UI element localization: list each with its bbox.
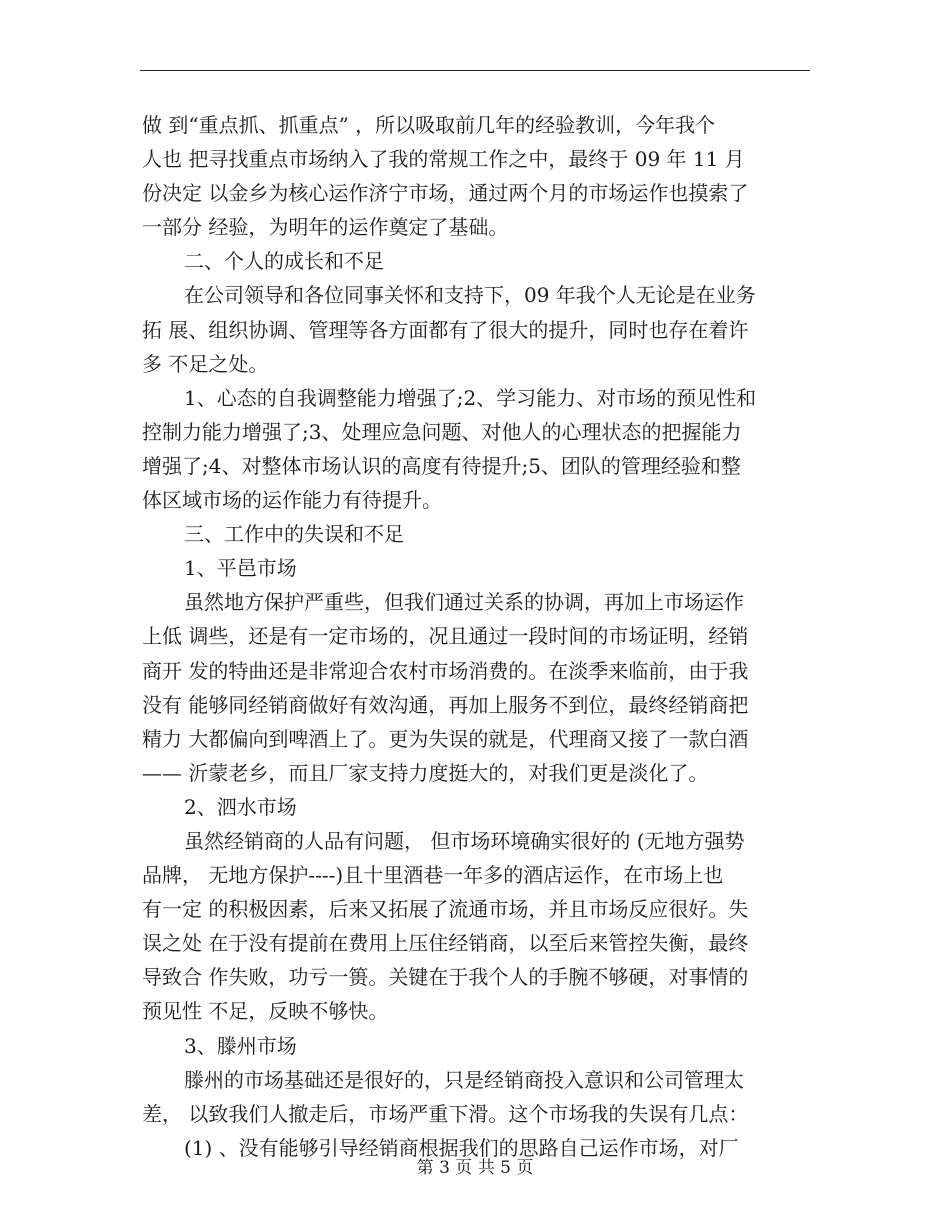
text-line: 没有 能够同经销商做好有效沟通，再加上服务不到位，最终经销商把 <box>142 692 749 717</box>
text-line: 虽然地方保护严重些，但我们通过关系的协调，再加上市场运作 <box>184 590 744 615</box>
text-line: 1、心态的自我调整能力增强了;2、学习能力、对市场的预见性和 <box>184 385 757 410</box>
header-rule <box>140 70 810 71</box>
text-line: 滕州的市场基础还是很好的，只是经销商投入意识和公司管理太 <box>184 1067 744 1092</box>
text-line: 份决定 以金乡为核心运作济宁市场，通过两个月的市场运作也摸索了 <box>142 181 749 206</box>
text-line: 人也 把寻找重点市场纳入了我的常规工作之中，最终于 09 年 11 月 <box>142 147 745 172</box>
text-line: —— 沂蒙老乡，而且厂家支持力度挺大的，对我们更是淡化了。 <box>142 760 709 785</box>
text-line: (1) 、没有能够引导经销商根据我们的思路自己运作市场，对厂 <box>184 1135 739 1160</box>
page-number: 第 3 页 共 5 页 <box>416 1158 534 1178</box>
document-body <box>142 108 810 1165</box>
text-line: 1、平邑市场 <box>184 556 297 581</box>
text-line: 预见性 不足，反映不够快。 <box>142 999 389 1024</box>
text-line: 虽然经销商的人品有问题， 但市场环境确实很好的 (无地方强势 <box>184 828 745 853</box>
text-line: 导致合 作失败，功亏一篑。关键在于我个人的手腕不够硬，对事情的 <box>142 965 749 990</box>
text-line: 拓 展、组织协调、管理等各方面都有了很大的提升，同时也存在着许 <box>142 317 749 342</box>
text-line: 2、泗水市场 <box>184 794 297 819</box>
text-line: 有一定 的积极因素，后来又拓展了流通市场，并且市场反应很好。失 <box>142 897 749 922</box>
text-line: 做 到“重点抓、抓重点” ，所以吸取前几年的经验教训，今年我个 <box>142 113 716 137</box>
text-line: 多 不足之处。 <box>142 351 269 376</box>
text-line: 增强了;4、对整体市场认识的高度有待提升;5、团队的管理经验和整 <box>142 453 741 478</box>
text-line: 体区域市场的运作能力有待提升。 <box>142 488 442 513</box>
text-line: 差， 以致我们人撤走后，市场严重下滑。这个市场我的失误有几点： <box>142 1101 749 1126</box>
text-line: 3、滕州市场 <box>184 1033 297 1058</box>
text-line: 一部分 经验，为明年的运作奠定了基础。 <box>142 215 509 240</box>
text-line: 控制力能力增强了;3、处理应急问题、对他人的心理状态的把握能力 <box>142 419 742 444</box>
text-line: 品牌， 无地方保护----)且十里酒巷一年多的酒店运作，在市场上也 <box>142 863 724 888</box>
text-line: 商开 发的特曲还是非常迎合农村市场消费的。在淡季来临前，由于我 <box>142 658 749 683</box>
text-line: 三、工作中的失误和不足 <box>184 522 404 547</box>
text-line: 误之处 在于没有提前在费用上压住经销商，以至后来管控失衡，最终 <box>142 931 749 956</box>
text-line: 二、个人的成长和不足 <box>184 249 384 274</box>
text-line: 精力 大都偏向到啤酒上了。更为失误的就是，代理商又接了一款白酒 <box>142 726 749 751</box>
text-line: 上低 调些，还是有一定市场的，况且通过一段时间的市场证明，经销 <box>142 624 749 649</box>
text-line: 在公司领导和各位同事关怀和支持下，09 年我个人无论是在业务 <box>184 283 756 308</box>
